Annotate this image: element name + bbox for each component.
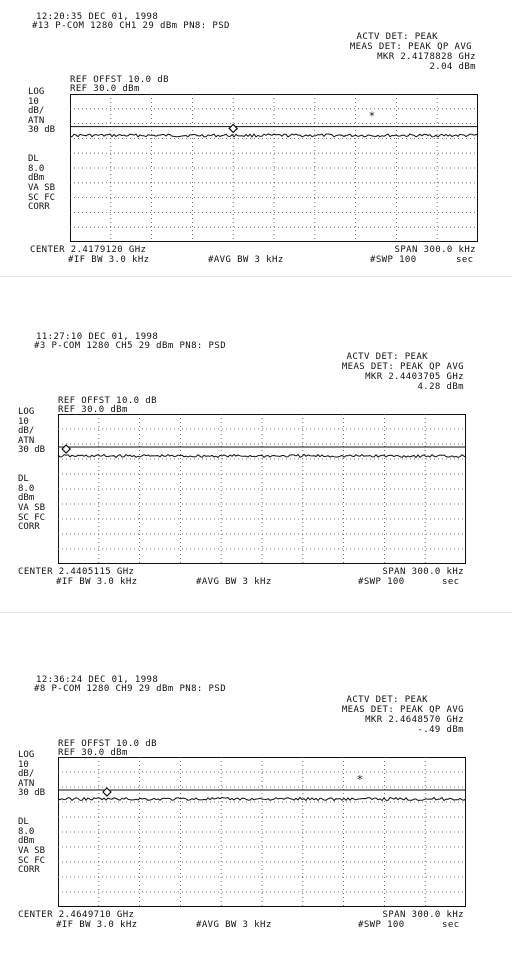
annotation-line: VA SB: [18, 845, 46, 856]
sweep: #SWP 100: [370, 255, 417, 265]
if-bandwidth: #IF BW 3.0 kHz: [56, 577, 138, 587]
sweep-unit: sec: [456, 255, 474, 265]
marker-diamond: [62, 445, 70, 453]
marker-level: 2.04 dBm: [429, 62, 476, 72]
sweep: #SWP 100: [358, 577, 405, 587]
ref-level: REF 30.0 dBm: [70, 84, 140, 94]
annotation-line: 30 dB: [18, 788, 46, 799]
meas-det: MEAS DET: PEAK QP AVG: [341, 705, 464, 715]
page-divider: [0, 612, 512, 613]
avg-bandwidth: #AVG BW 3 kHz: [196, 920, 272, 930]
annotation-line: VA SB: [28, 182, 56, 193]
meas-det: MEAS DET: PEAK QP AVG: [341, 362, 464, 372]
annotation-line: CORR: [28, 202, 50, 213]
annotation-line: dB/: [18, 426, 35, 437]
ref-offset: REF OFFST 10.0 dB: [58, 739, 157, 749]
trace-info: #3 P-COM 1280 CH5 29 dBm PN8: PSD: [34, 341, 227, 351]
analyzer-printout-3: [0, 663, 512, 953]
annotation-line: SC FC: [18, 855, 46, 866]
annotation-line: 10: [18, 759, 29, 770]
meas-det: MEAS DET: PEAK QP AVG: [349, 42, 472, 52]
annotation-line: ATN: [28, 115, 45, 126]
annotation-line: 10: [28, 96, 39, 107]
annotation-line: 8.0: [18, 826, 35, 837]
marker-frequency: MKR 2.4178828 GHz: [377, 52, 476, 62]
trace-info: #13 P-COM 1280 CH1 29 dBm PN8: PSD: [32, 21, 230, 31]
reference-star: *: [368, 109, 376, 123]
center-frequency: CENTER 2.4179120 GHz: [30, 245, 147, 255]
annotation-line: dB/: [18, 769, 35, 780]
avg-bandwidth: #AVG BW 3 kHz: [196, 577, 272, 587]
ref-level: REF 30.0 dBm: [58, 748, 128, 758]
marker-diamond: [229, 124, 237, 132]
ref-offset: REF OFFST 10.0 dB: [58, 396, 157, 406]
ref-offset: REF OFFST 10.0 dB: [70, 75, 169, 85]
actv-det: ACTV DET: PEAK: [356, 32, 438, 42]
marker-frequency: MKR 2.4648570 GHz: [365, 715, 464, 725]
left-annotations: [18, 751, 45, 876]
marker-level: -.49 dBm: [417, 725, 464, 735]
left-annotations: [18, 408, 45, 533]
analyzer-screen: [58, 414, 466, 564]
annotation-line: 30 dB: [28, 125, 56, 136]
annotation-line: SC FC: [28, 192, 56, 203]
if-bandwidth: #IF BW 3.0 kHz: [56, 920, 138, 930]
annotation-line: dB/: [28, 106, 45, 117]
center-frequency: CENTER 2.4649710 GHz: [18, 910, 135, 920]
timestamp: 11:27:10 DEC 01, 1998: [36, 332, 159, 342]
noise-trace: [70, 134, 478, 137]
center-frequency: CENTER 2.4405115 GHz: [18, 567, 135, 577]
analyzer-printout-2: [0, 320, 512, 610]
marker-diamond: [103, 788, 111, 796]
annotation-line: SC FC: [18, 512, 46, 523]
sweep-unit: sec: [442, 920, 460, 930]
annotation-line: CORR: [18, 865, 40, 876]
sweep: #SWP 100: [358, 920, 405, 930]
annotation-line: LOG: [28, 87, 45, 97]
noise-trace: [58, 455, 466, 458]
annotation-line: LOG: [18, 407, 35, 417]
annotation-line: dBm: [28, 173, 45, 184]
actv-det: ACTV DET: PEAK: [346, 695, 428, 705]
analyzer-screen: [70, 94, 478, 242]
actv-det: ACTV DET: PEAK: [346, 352, 428, 362]
annotation-line: DL: [28, 154, 39, 165]
marker-frequency: MKR 2.4403705 GHz: [365, 372, 464, 382]
sweep-unit: sec: [442, 577, 460, 587]
annotation-line: LOG: [18, 750, 35, 760]
avg-bandwidth: #AVG BW 3 kHz: [208, 255, 284, 265]
annotation-line: 8.0: [18, 483, 35, 494]
span: SPAN 300.0 kHz: [382, 910, 464, 920]
annotation-line: ATN: [18, 435, 35, 446]
timestamp: 12:36:24 DEC 01, 1998: [36, 675, 159, 685]
annotation-line: 30 dB: [18, 445, 46, 456]
ref-level: REF 30.0 dBm: [58, 405, 128, 415]
span: SPAN 300.0 kHz: [382, 567, 464, 577]
span: SPAN 300.0 kHz: [394, 245, 476, 255]
analyzer-screen: [58, 757, 466, 907]
analyzer-printout-1: [0, 0, 512, 290]
page-divider: [0, 276, 512, 277]
reference-star: *: [356, 773, 364, 786]
annotation-line: dBm: [18, 493, 35, 504]
marker-level: 4.28 dBm: [417, 382, 464, 392]
if-bandwidth: #IF BW 3.0 kHz: [68, 255, 150, 265]
annotation-line: CORR: [18, 522, 40, 533]
left-annotations: [28, 88, 55, 213]
trace-info: #8 P-COM 1280 CH9 29 dBm PN8: PSD: [34, 684, 227, 694]
annotation-line: DL: [18, 474, 29, 485]
annotation-line: 8.0: [28, 163, 45, 174]
timestamp: 12:20:35 DEC 01, 1998: [36, 12, 159, 22]
annotation-line: VA SB: [18, 502, 46, 513]
annotation-line: dBm: [18, 836, 35, 847]
annotation-line: DL: [18, 817, 29, 828]
annotation-line: ATN: [18, 778, 35, 789]
annotation-line: 10: [18, 416, 29, 427]
